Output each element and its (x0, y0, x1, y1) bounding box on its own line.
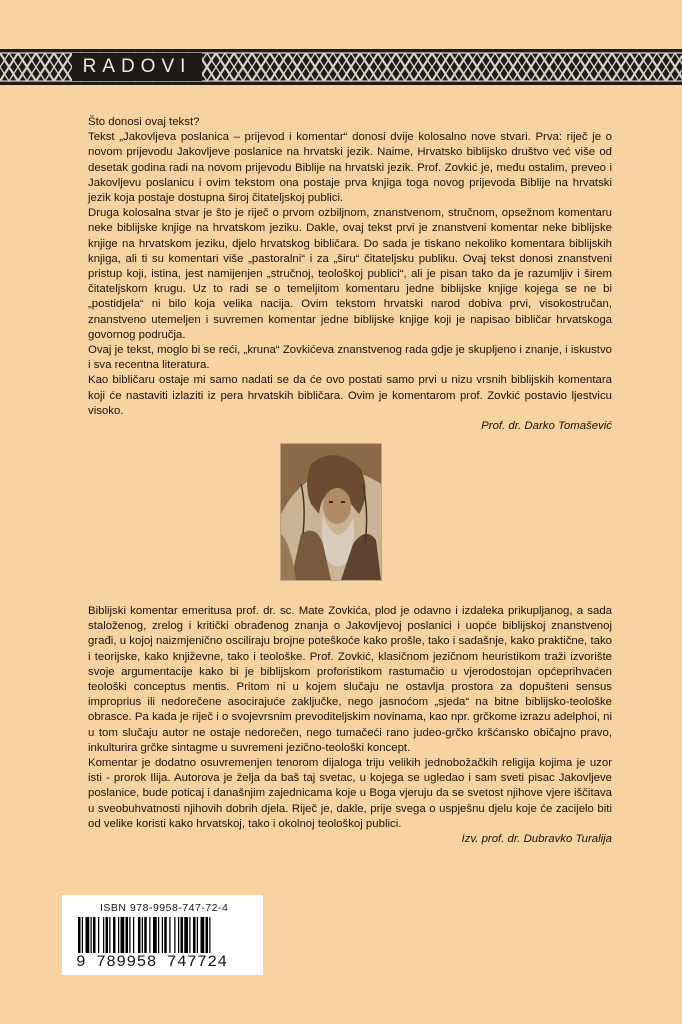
barcode-bar (144, 917, 147, 953)
series-label-box (72, 53, 202, 81)
barcode-bar (169, 917, 170, 953)
review-2 (88, 604, 612, 847)
review-1-heading: Što donosi ovaj tekst? (88, 116, 200, 128)
saint-portrait-drawing (281, 444, 381, 580)
barcode-bar (121, 917, 125, 953)
review-1-paragraph: Tekst „Jakovljeva poslanica – prijevod i komentar“ donosi dvije kolosalno nove stvari. Prva: riječ je o novom prijevodu Jakovljeve poslanice na hrvatski jezik. Naime, Hrvatsko biblijsko društvo već više od desetak godina radi na novom prijevodu Biblije na hrvatski jezik. Prof. Zovkić je, među ostalim, preveo i Jakovljevu poslanicu i ovim tekstom ona postaje prva knjiga toga novog prijevoda Biblije na hrvatski jezik koja postaje dostupna široj čitateljskoj publici. (88, 131, 612, 205)
barcode-bars (78, 917, 248, 953)
header-band (0, 49, 682, 85)
barcode-bar (98, 917, 99, 953)
review-1-paragraph: Ovaj je tekst, moglo bi se reći, „kruna“ Zovkićeva znanstvenog rada gdje je skupljeno i znanje, i iskustvo i sva recentna literatura. (88, 344, 612, 372)
barcode-bar (106, 917, 109, 953)
review-2-signature: Izv. prof. dr. Dubravko Turalija (461, 833, 612, 846)
barcode-bar (129, 917, 130, 953)
barcode-bar (209, 917, 210, 953)
review-1-paragraph: Kao bibličaru ostaje mi samo nadati se da će ovo postati samo prvi u nizu vrsnih biblijskih komentara koji će nastaviti izlaziti iz pera hrvatskih bibličara. Ovim je komentarom prof. Zovkić postavio ljestvicu visoko. (88, 374, 612, 417)
review-2-paragraph: Biblijski komentar emeritusa prof. dr. sc. Mate Zovkića, plod je odavno i izdaleka prikupljanog, a sada staloženog, zrelog i kritički obrađenog znanja o Jakovljevoj poslanici i uopće biblijskoj znanstvenoj građi, u kojoj naizmjenično osciliraju brojne poteškoće kako prošle, tako i sadašnje, kako praktične, tako i teorijske, kako književne, tako i teološke. Prof. Zovkić, klasičnom jezičnom heuristikom traži izvorište svoje argumentacije kako bi je biblijskom proforistikom rastumačio u vjerodostojan općeprihvaćen teološki conceptus mentis. Pritom ni u kojem slučaju ne ostavlja prostora za dopušteni sensus improprius ili nedorečene asocirajuće zaključke, nego jasnoćom „sjeda“ na bitne biblijsko-teološke obrasce. Pa kada je riječ i o svojevrsnim prevoditeljskim novinama, kao npr. grčkome izrazu adelphoi, ni u tom slučaju autor ne ostaje nedorečen, nego tumačeći rano judeo-grčko kršćansko običajno pravo, inkulturira grčke sintagme u suvremeni jezično-teološki koncept. (88, 605, 612, 754)
barcode-bar (91, 917, 92, 953)
barcode-bar (126, 917, 129, 953)
barcode-bar (133, 917, 134, 953)
barcode-bar (82, 917, 83, 953)
barcode-bar (162, 917, 163, 953)
review-1-signature: Prof. dr. Darko Tomašević (481, 420, 612, 433)
barcode-bar (109, 917, 110, 953)
barcode-bar (193, 917, 196, 953)
barcode-bar (153, 917, 157, 953)
barcode-bar (206, 917, 209, 953)
barcode-bar (181, 917, 184, 953)
barcode-bar (197, 917, 198, 953)
review-2-paragraph: Komentar je dodatno osuvremenjen tenorom dijaloga triju velikih jednobožačkih religija kojima je uzor isti - prorok Ilija. Autorova je želja da baš taj svetac, u kojega se ugledao i sam sveti pisac Jakovljeve poslanice, bude poticaj i današnjim zajednicama koje u Boga vjeruju da se svetost njihove vjere iščitava u sveobuhvatnosti njihovih dobrih djela. Riječ je, dakle, prije svega o uspješnu djelu koje će zacijelo biti od velike koristi kako hrvatskoj, tako i okolnoj teološkoj publici. (88, 757, 612, 830)
barcode-bar (93, 917, 96, 953)
review-1 (88, 115, 612, 434)
barcode-bar (201, 917, 205, 953)
barcode-bar (174, 917, 175, 953)
barcode-bar (164, 917, 167, 953)
review-1-paragraph: Druga kolosalna stvar je što je riječ o prvom ozbiljnom, znanstvenom, stručnom, opsežnom komentaru neke biblijske knjige na hrvatskom jeziku. Dakle, ovaj tekst prvi je znanstveni komentar neke biblijske knjige na hrvatskom jeziku, djelo hrvatskog bibličara. Do sada je tiskano nekoliko komentara biblijskih knjiga, ali ti su komentari više „pastoralni“ i za „širu“ čitateljsku publiku. Ovaj tekst donosi znanstveni pristup koji, istina, jest namijenjen „stručnoj, teološkoj publici“, ali je pisan tako da je razumljiv i širem čitateljskom krugu. Uz to radi se o temeljitom komentaru jedne biblijske knjige kojega se ne bi „postidjela“ ni bilo koja velika nacija. Ovim tekstom hrvatski narod dobiva prvi, visokostručan, znanstveno utemeljen i suvremen komentar jedne biblijske knjige koji je napisao bibličar hrvatskoga govornog područja. (88, 207, 612, 341)
barcode-bar (118, 917, 119, 953)
barcode-bar (142, 917, 143, 953)
barcode-bar (189, 917, 190, 953)
isbn-text: ISBN 978-9958-747-72-4 (100, 902, 229, 914)
barcode-bar (184, 917, 188, 953)
barcode-bar (86, 917, 90, 953)
barcode-bar (138, 917, 141, 953)
barcode-bar (78, 917, 81, 953)
barcode-bar (149, 917, 150, 953)
portrait-image (280, 443, 382, 581)
barcode-bar (103, 917, 104, 953)
barcode-bar (113, 917, 116, 953)
series-label: RADOVI (82, 56, 192, 77)
barcode-box (62, 895, 263, 975)
barcode-bar (158, 917, 159, 953)
barcode-bar (178, 917, 179, 953)
barcode-digits: 9 789958 747724 (76, 953, 228, 971)
